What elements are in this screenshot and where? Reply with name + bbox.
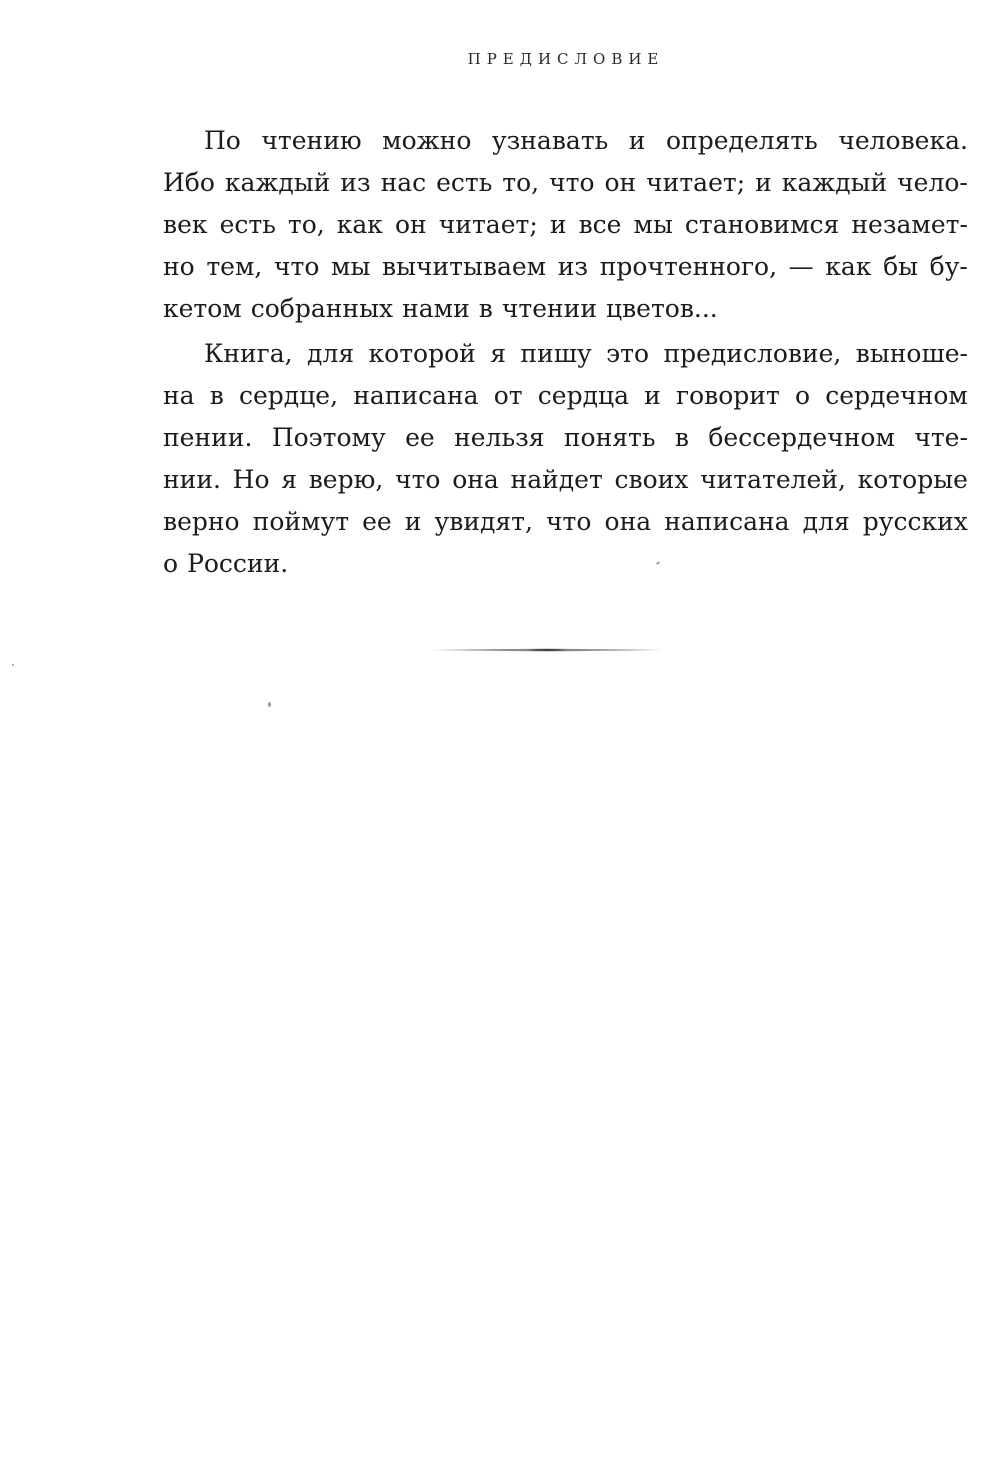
word: русских — [862, 507, 968, 536]
word: бы — [883, 252, 919, 281]
word: и — [755, 168, 772, 197]
word: По — [204, 126, 241, 155]
paragraph-1 — [163, 120, 968, 330]
word: вычитываем — [382, 252, 547, 281]
word: нами — [402, 294, 470, 323]
text-line — [163, 204, 968, 246]
word: мы — [331, 252, 371, 281]
word: то, — [287, 210, 325, 239]
word: Поэтому — [271, 423, 386, 452]
word: что — [274, 252, 320, 281]
word: сердца — [537, 381, 629, 410]
word: которой — [368, 339, 476, 368]
word: мы — [633, 210, 673, 239]
word: есть — [436, 168, 493, 197]
word: что — [395, 465, 441, 494]
word: верю, — [308, 465, 384, 494]
word: узнавать — [491, 126, 609, 155]
word: и — [628, 126, 646, 155]
word: прочтенного, — [599, 252, 778, 281]
scan-speck — [12, 664, 14, 666]
word: из — [557, 252, 589, 281]
word: о — [163, 549, 179, 578]
word: написана — [353, 381, 479, 410]
word: что — [546, 507, 592, 536]
word: России. — [187, 549, 289, 578]
word: незамет- — [851, 210, 968, 239]
word: он — [395, 210, 427, 239]
word: Но — [232, 465, 270, 494]
word: чело- — [897, 168, 968, 197]
word: тем, — [206, 252, 263, 281]
word: каждый — [781, 168, 888, 197]
word: кетом — [163, 294, 242, 323]
word: что — [549, 168, 595, 197]
word: нии. — [163, 465, 221, 494]
word: из — [340, 168, 371, 197]
word: о — [794, 381, 811, 410]
text-line — [163, 246, 968, 288]
word: для — [307, 339, 355, 368]
word: я — [281, 465, 298, 494]
word: все — [578, 210, 622, 239]
word: есть — [219, 210, 276, 239]
word: человека. — [838, 126, 968, 155]
word: которые — [857, 465, 968, 494]
word: говорит — [676, 381, 780, 410]
word: как — [336, 210, 383, 239]
text-line — [163, 543, 968, 585]
word: он — [604, 168, 637, 197]
text-line — [163, 162, 968, 204]
word: пении. — [163, 423, 253, 452]
word: и — [404, 507, 422, 536]
word: на — [163, 381, 195, 410]
word: в — [209, 381, 224, 410]
word: бу- — [929, 252, 968, 281]
text-line — [163, 120, 968, 162]
word: каждый — [224, 168, 331, 197]
word: чте- — [914, 423, 968, 452]
word: я — [490, 339, 506, 368]
word: и — [644, 381, 661, 410]
word: выноше- — [855, 339, 968, 368]
word: нас — [380, 168, 427, 197]
word: пишу — [520, 339, 592, 368]
word: чтении — [501, 294, 598, 323]
text-line — [163, 459, 968, 501]
text-line — [163, 375, 968, 417]
word: — — [788, 252, 814, 281]
word: век — [163, 210, 208, 239]
paragraph-2 — [163, 333, 968, 585]
word: увидят, — [434, 507, 533, 536]
word: и — [549, 210, 567, 239]
word: чтению — [261, 126, 362, 155]
text-line — [163, 501, 968, 543]
word: от — [493, 381, 523, 410]
word: в — [478, 294, 493, 323]
word: ее — [362, 507, 392, 536]
word: написана — [664, 507, 790, 536]
word: становимся — [684, 210, 840, 239]
word: читает; — [438, 210, 538, 239]
text-line — [163, 417, 968, 459]
scan-speck — [268, 702, 271, 707]
word: можно — [382, 126, 472, 155]
word: как — [825, 252, 872, 281]
word: она — [452, 465, 499, 494]
word: читает; — [646, 168, 746, 197]
word: Книга, — [204, 339, 293, 368]
word: но — [163, 252, 195, 281]
word: сердечном — [825, 381, 968, 410]
word: это — [606, 339, 650, 368]
word: бессердечном — [708, 423, 895, 452]
word: читателей, — [700, 465, 846, 494]
word: в — [674, 423, 689, 452]
word: понять — [563, 423, 656, 452]
word: сердце, — [239, 381, 339, 410]
word: то, — [502, 168, 540, 197]
text-line — [163, 333, 968, 375]
body-text — [163, 120, 968, 585]
word: нельзя — [454, 423, 545, 452]
word: Ибо — [163, 168, 215, 197]
word: ее — [405, 423, 435, 452]
text-line — [163, 288, 968, 330]
word: своих — [614, 465, 689, 494]
word: предисловие, — [663, 339, 842, 368]
word: она — [604, 507, 652, 536]
word: собранных — [250, 294, 394, 323]
running-head: ПРЕДИСЛОВИЕ — [467, 50, 665, 68]
word: цветов... — [606, 294, 718, 323]
word: поймут — [252, 507, 350, 536]
word: найдет — [510, 465, 603, 494]
word: для — [802, 507, 850, 536]
word: верно — [163, 507, 240, 536]
section-end-rule-icon — [432, 646, 662, 654]
word: определять — [666, 126, 818, 155]
